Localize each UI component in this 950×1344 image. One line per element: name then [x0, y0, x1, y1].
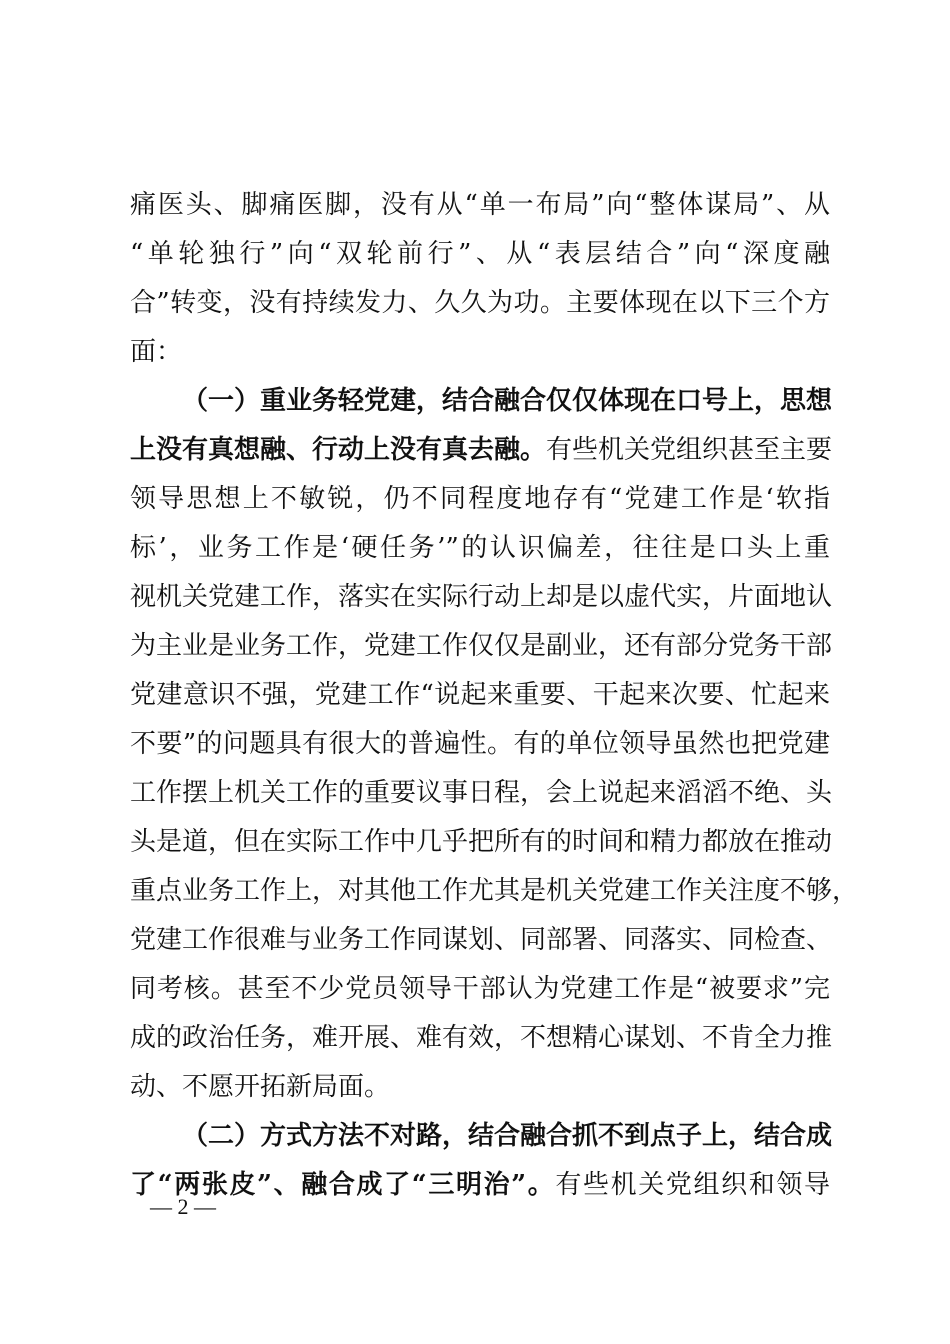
- body-line-14: 头是道，但在实际工作中几乎把所有的时间和精力都放在推动: [130, 827, 833, 857]
- section-heading-1-line-2: 上没有真想融、行动上没有真去融。: [130, 435, 547, 465]
- body-line-18: 成的政治任务，难开展、难有效，不想精心谋划、不肯全力推: [130, 1023, 833, 1053]
- body-line-2: “单轮独行”向“双轮前行”、从“表层结合”向“深度融: [130, 239, 830, 269]
- body-line-4: 面：: [130, 337, 183, 367]
- body-line-3: 合”转变，没有持续发力、久久为功。主要体现在以下三个方: [130, 288, 830, 318]
- body-line-15: 重点业务工作上，对其他工作尤其是机关党建工作关注度不够，: [130, 876, 859, 906]
- body-line-12: 不要”的问题具有很大的普遍性。有的单位领导虽然也把党建: [130, 729, 830, 759]
- section-2-body-start: 有些机关党组织和领导: [555, 1170, 830, 1200]
- body-line-9: 视机关党建工作，落实在实际行动上却是以虚代实，片面地认: [130, 582, 833, 612]
- body-line-13: 工作摆上机关工作的重要议事日程，会上说起来滔滔不绝、头: [130, 778, 833, 808]
- body-line-19: 动、不愿开拓新局面。: [130, 1072, 391, 1102]
- body-line-16: 党建工作很难与业务工作同谋划、同部署、同落实、同检查、: [130, 925, 833, 955]
- body-line-11: 党建意识不强，党建工作“说起来重要、干起来次要、忙起来: [130, 680, 830, 710]
- body-line-7: 领导思想上不敏锐，仍不同程度地存有“党建工作是‘软指: [130, 484, 830, 514]
- body-line-1: 痛医头、脚痛医脚，没有从“单一布局”向“整体谋局”、从: [130, 190, 830, 220]
- page-number: — 2 —: [150, 1194, 216, 1219]
- section-1-body-start: 有些机关党组织甚至主要: [546, 435, 833, 465]
- section-heading-2-line-2: 了“两张皮”、融合成了“三明治”。: [130, 1170, 556, 1200]
- body-line-10: 为主业是业务工作，党建工作仅仅是副业，还有部分党务干部: [130, 631, 833, 661]
- section-heading-1-line-1: （一）重业务轻党建，结合融合仅仅体现在口号上，思想: [182, 386, 833, 416]
- section-heading-2-line-1: （二）方式方法不对路，结合融合抓不到点子上，结合成: [182, 1121, 833, 1151]
- body-line-17: 同考核。甚至不少党员领导干部认为党建工作是“被要求”完: [130, 974, 830, 1004]
- body-line-8: 标’，业务工作是‘硬任务’”的认识偏差，往往是口头上重: [130, 533, 830, 563]
- section-2-line-2: [130, 1162, 830, 1208]
- section-1-line-2: [130, 427, 833, 473]
